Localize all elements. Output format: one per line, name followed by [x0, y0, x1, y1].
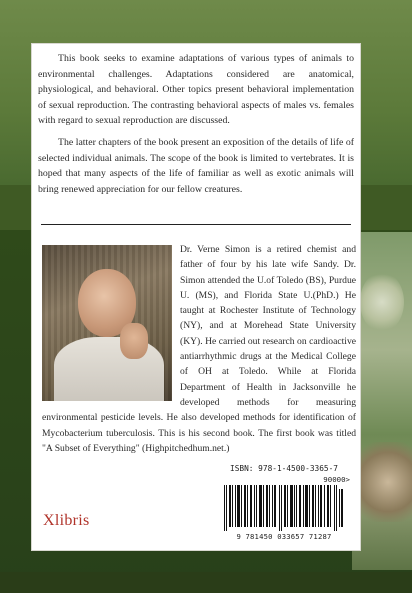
- author-bio: [42, 242, 356, 456]
- description-paragraph-2: The latter chapters of the book present an exposition of the details of life of selected individual animals. The scope of the book is limited to vertebrates. It is hoped that many aspects of the life of familiar as well as exotic animals will bring renewed appreciation for our fellow creatures.: [38, 136, 354, 195]
- section-divider: [41, 224, 351, 225]
- isbn-barcode: [218, 464, 350, 544]
- price-code: 90000>: [323, 475, 350, 484]
- cover-photo-strip: [352, 232, 412, 570]
- publisher-logo: Xlibris: [43, 512, 90, 529]
- footer-band: [0, 572, 412, 593]
- barcode-icon: [224, 485, 344, 531]
- book-description: [38, 51, 354, 203]
- description-paragraph-1: This book seeks to examine adaptations of various types of animals to environmental challenges. Adaptations considered are anatomical, physiological, and behavioral. Other topics present behavioral implementation of sexual reproduction. The contrasting behavioral aspects of males vs. females with regard to sexual reproduction are discussed.: [38, 53, 354, 127]
- barcode-digits: 9 781450 033657 71287: [236, 532, 332, 541]
- author-bio-text: Dr. Verne Simon is a retired chemist and father of four by his late wife Sandy. Dr. Simon attended the U.of Toledo (BS), Purdue U. (MS), and Florida State U.(PhD.) He taught at Rochester Institute of Technology (NY), and at Morehead State University (KY). He carried out research on cardioactive antiarrhythmic drugs at the Medical College of OH at Toledo. While at Florida Department of Health in Jacksonville he developed methods for measuring environmental pesticide levels. He also developed methods for identification of Mycobacterium tuberculosis. This is his second book. The first book was titled "A Subset of Everything" (Highpitchedhum.net.): [42, 244, 356, 454]
- back-cover-panel: [31, 43, 361, 551]
- isbn-label: ISBN: 978-1-4500-3365-7: [230, 464, 338, 473]
